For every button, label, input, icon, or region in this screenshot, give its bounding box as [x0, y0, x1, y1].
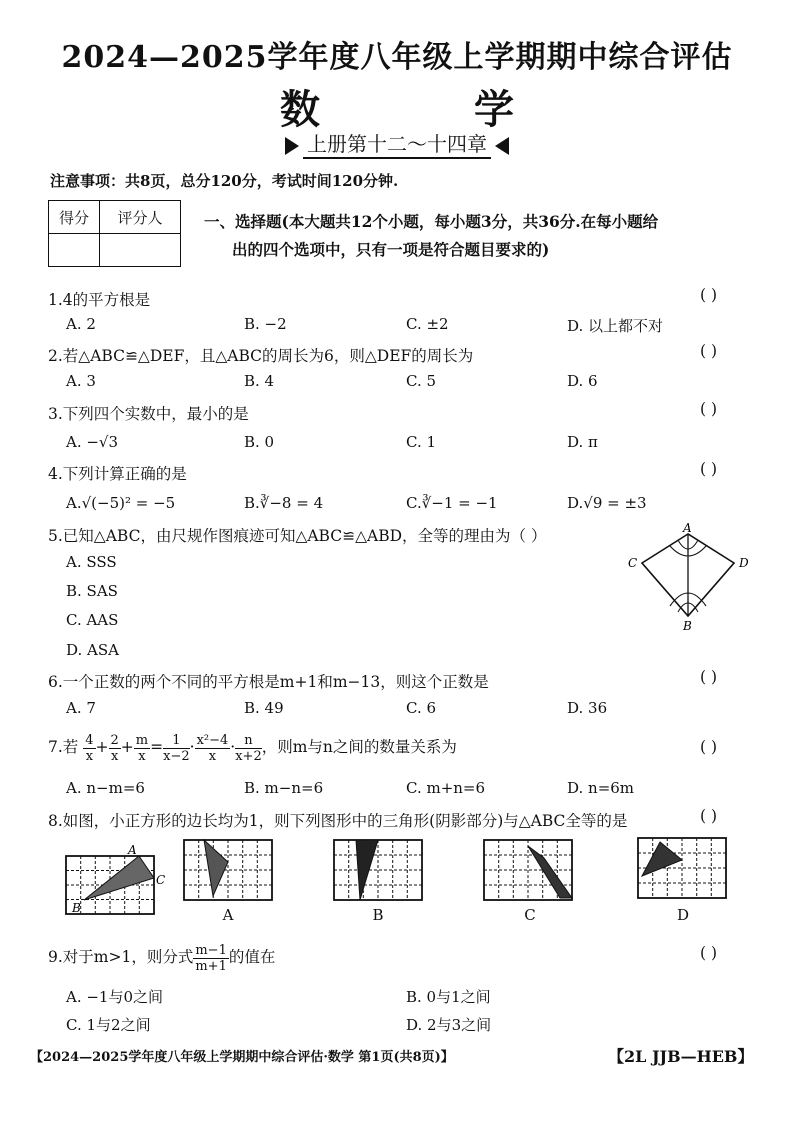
q1-option-c: C. ±2: [406, 315, 449, 333]
q7-option-c: C. m+n=6: [406, 779, 486, 797]
question-9: [48, 940, 748, 974]
answer-paren[interactable]: ( ): [700, 286, 718, 304]
figure-q8-triangle-abc: [62, 842, 172, 922]
question-3: 3.下列四个实数中，最小的是: [48, 405, 249, 423]
fig8-label-b: B: [72, 901, 81, 915]
q9-option-c: C. 1与2之间: [66, 1016, 151, 1034]
q8-label-c: C: [524, 906, 536, 924]
figure-q8-option-d: [636, 836, 728, 902]
answer-paren[interactable]: ( ): [700, 460, 718, 478]
grader-header: 评分人: [100, 201, 181, 234]
section-heading: [204, 208, 704, 264]
q6-option-b: B. 49: [244, 699, 284, 717]
q7-fraction-3: $\frac{m}{x}$: [135, 732, 149, 764]
subject-title: 数 学: [280, 86, 584, 133]
figure-q5-compass-construction: [622, 520, 762, 634]
fig5-label-d: D: [739, 556, 749, 570]
triangle-right-icon: [285, 137, 299, 155]
chapter-range: [0, 128, 794, 159]
q3-option-a: A. −√3: [66, 433, 119, 451]
q8-label-d: D: [676, 906, 690, 924]
q7-option-a: A. n−m=6: [66, 779, 145, 797]
q4-option-b: B.∛−8 = 4: [244, 494, 324, 512]
q2-option-a: A. 3: [66, 372, 96, 390]
q9-option-d: D. 2与3之间: [406, 1016, 492, 1034]
q7-suffix: ，则m与n之间的数量关系为: [261, 738, 457, 756]
figure-q8-option-c: [482, 838, 574, 904]
answer-paren[interactable]: ( ): [700, 944, 718, 962]
q5-option-c: C. AAS: [66, 611, 119, 629]
question-1: 1.4的平方根是: [48, 291, 151, 309]
q9-fraction: $\frac{m-1}{m+1}$: [195, 942, 227, 974]
q7-prefix: 7.若: [48, 738, 79, 756]
figure-q8-option-a: [182, 838, 274, 904]
q4-option-d: D.√9 = ±3: [567, 494, 647, 512]
q9-prefix: 9.对于m>1，则分式: [48, 948, 194, 966]
question-7: 7.若 $\frac{4}{x}$ + $\frac{2}{x}$ + $\frac{m}{x}$ = $\frac{1}{x-2}$ · $\frac{\text{x²−4}}{x}$ · $\frac{n}{x+2}$ ，则m与n之间的数量关系为: [48, 732, 457, 764]
q1-option-a: A. 2: [66, 315, 96, 333]
q5-option-a: A. SSS: [66, 553, 117, 571]
fig5-label-b: B: [683, 619, 692, 633]
q8-label-b: B: [372, 906, 384, 924]
q7-fraction-4: $\frac{1}{x-2}$: [163, 732, 190, 764]
q2-option-d: D. 6: [567, 372, 598, 390]
exam-title: 2024—2025学年度八年级上学期期中综合评估: [61, 40, 733, 75]
grader-cell[interactable]: [100, 234, 181, 267]
q9-option-a: A. −1与0之间: [66, 988, 164, 1006]
q7-fraction-5: $\frac{\text{x²−4}}{x}$: [196, 732, 229, 764]
q5-option-b: B. SAS: [66, 582, 118, 600]
figure-q8-option-b: [332, 838, 424, 904]
answer-paren[interactable]: ( ): [700, 668, 718, 686]
q7-fraction-6: $\frac{n}{x+2}$: [235, 732, 262, 764]
question-4: 4.下列计算正确的是: [48, 465, 187, 483]
fig8-label-c: C: [156, 873, 166, 887]
q7-option-b: B. m−n=6: [244, 779, 324, 797]
fig5-label-a: A: [683, 521, 692, 535]
answer-paren[interactable]: ( ): [700, 400, 718, 418]
score-cell[interactable]: [49, 234, 100, 267]
question-8: 8.如图，小正方形的边长均为1，则下列图形中的三角形(阴影部分)与△ABC全等的是: [48, 812, 628, 830]
footer-code: 【2L JJB—HEB】: [608, 1047, 754, 1066]
answer-paren[interactable]: ( ): [700, 342, 718, 360]
question-6: 6.一个正数的两个不同的平方根是m+1和m−13，则这个正数是: [48, 673, 489, 691]
q8-label-a: A: [222, 906, 234, 924]
q1-option-d: D. 以上都不对: [567, 317, 664, 335]
q4-option-a: A.√(−5)² = −5: [66, 494, 176, 512]
chapter-text: 上册第十二～十四章: [303, 128, 491, 159]
q5-option-d: D. ASA: [66, 641, 119, 659]
answer-paren[interactable]: ( ): [700, 807, 718, 825]
q7-fraction-1: $\frac{4}{x}$: [85, 732, 94, 764]
page-footer: 【2024—2025学年度八年级上学期期中综合评估·数学 第1页(共8页)】: [30, 1050, 454, 1065]
q2-option-c: C. 5: [406, 372, 437, 390]
triangle-left-icon: [495, 137, 509, 155]
q7-option-d: D. n=6m: [567, 779, 635, 797]
q6-option-c: C. 6: [406, 699, 437, 717]
section-heading-line2: 出的四个选项中，只有一项是符合题目要求的): [232, 240, 550, 259]
q2-option-b: B. 4: [244, 372, 275, 390]
score-table: [48, 200, 181, 267]
question-5: 5.已知△ABC，由尺规作图痕迹可知△ABC≌△ABD，全等的理由为（ ）: [48, 527, 547, 545]
q7-fraction-2: $\frac{2}{x}$: [110, 732, 119, 764]
fig5-label-c: C: [628, 556, 638, 570]
q9-suffix: 的值在: [228, 948, 276, 966]
q6-option-a: A. 7: [66, 699, 96, 717]
q3-option-b: B. 0: [244, 433, 275, 451]
q6-option-d: D. 36: [567, 699, 608, 717]
exam-notice: 注意事项：共8页，总分120分，考试时间120分钟.: [50, 172, 399, 190]
fig8-label-a: A: [128, 843, 137, 857]
answer-paren[interactable]: ( ): [700, 738, 718, 756]
q9-option-b: B. 0与1之间: [406, 988, 491, 1006]
q3-option-c: C. 1: [406, 433, 437, 451]
q4-option-c: C.∛−1 = −1: [406, 494, 498, 512]
question-2: 2.若△ABC≌△DEF，且△ABC的周长为6，则△DEF的周长为: [48, 347, 474, 365]
score-header: 得分: [49, 201, 100, 234]
q1-option-b: B. −2: [244, 315, 287, 333]
section-heading-line1: 一、选择题(本大题共12个小题，每小题3分，共36分.在每小题给: [204, 212, 659, 231]
q3-option-d: D. π: [567, 433, 598, 451]
